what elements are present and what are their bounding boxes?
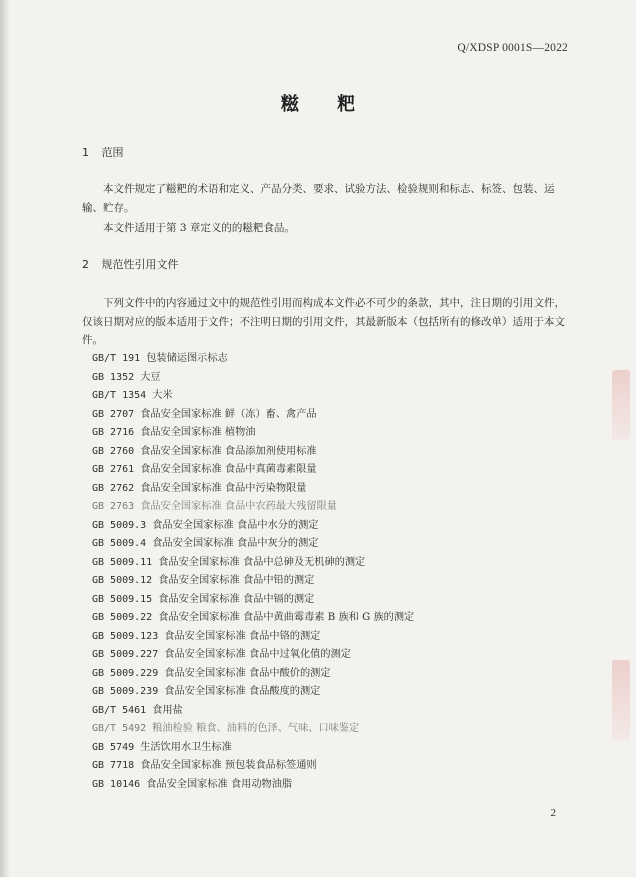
reference-item: GB/T 5461 食用盐: [92, 704, 183, 716]
reference-item: GB 5009.4 食品安全国家标准 食品中灰分的测定: [92, 538, 319, 549]
reference-item: GB 7718 食品安全国家标准 预包装食品标签通则: [92, 760, 317, 771]
reference-list: [92, 350, 414, 794]
reference-item: GB 2763 食品安全国家标准 食品中农药最大残留限量: [92, 501, 337, 512]
section-1-heading: [82, 144, 124, 160]
page-number: 2: [550, 807, 556, 819]
scope-paragraph-1: 本文件规定了糍粑的术语和定义、产品分类、要求、试验方法、检验规则和标志、标签、包装、运输、贮存。: [82, 183, 555, 214]
section-number: 1: [82, 146, 89, 159]
reference-item: GB 5009.229 食品安全国家标准 食品中酸价的测定: [92, 667, 331, 679]
section-title: 范围: [101, 146, 124, 159]
reference-item: GB 2762 食品安全国家标准 食品中污染物限量: [92, 482, 307, 494]
reference-item: GB 10146 食品安全国家标准 食用动物油脂: [92, 778, 293, 790]
reference-item: GB/T 191 包装储运图示标志: [92, 353, 228, 364]
references-intro: 下列文件中的内容通过文中的规范性引用而构成本文件必不可少的条款，其中，注日期的引用文件，仅该日期对应的版本适用于文件；不注明日期的引用文件，其最新版本（包括所有的修改单）适用于本文件。: [82, 297, 565, 346]
reference-item: GB 5009.22 食品安全国家标准 食品中黄曲霉毒素 B 族和 G 族的测定: [92, 612, 415, 623]
reference-item: GB 2716 食品安全国家标准 植物油: [92, 427, 256, 438]
reference-item: GB 5009.227 食品安全国家标准 食品中过氧化值的测定: [92, 649, 351, 660]
reference-item: GB 5009.3 食品安全国家标准 食品中水分的测定: [92, 519, 319, 531]
reference-item: GB 5009.15 食品安全国家标准 食品中镉的测定: [92, 593, 315, 605]
scope-paragraph-2: 本文件适用于第 3 章定义的的糍粑食品。: [103, 222, 295, 234]
reference-item: GB 5749 生活饮用水卫生标准: [92, 741, 232, 753]
reference-item: GB 5009.123 食品安全国家标准 食品中铬的测定: [92, 630, 321, 642]
reference-item: GB 5009.11 食品安全国家标准 食品中总砷及无机砷的测定: [92, 556, 366, 568]
section-2-heading: [82, 256, 179, 272]
reference-item: GB/T 5492 粮油检验 粮食、油料的色泽、气味、口味鉴定: [92, 723, 360, 734]
reference-item: GB 5009.239 食品安全国家标准 食品酸度的测定: [92, 686, 321, 697]
seal-stamp-fragment: [612, 370, 630, 440]
reference-item: GB 2761 食品安全国家标准 食品中真菌毒素限量: [92, 464, 317, 475]
reference-item: GB 5009.12 食品安全国家标准 食品中铅的测定: [92, 575, 315, 586]
section-number: 2: [82, 258, 89, 271]
reference-item: GB 2707 食品安全国家标准 鲜（冻）畜、禽产品: [92, 408, 317, 420]
scan-edge-shadow: [0, 0, 10, 877]
page-title: 糍 粑: [280, 94, 372, 115]
document-code: Q/XDSP 0001S—2022: [457, 42, 568, 54]
reference-item: GB/T 1354 大米: [92, 390, 173, 401]
reference-item: GB 2760 食品安全国家标准 食品添加剂使用标准: [92, 445, 317, 457]
reference-item: GB 1352 大豆: [92, 371, 161, 383]
seal-stamp-fragment: [612, 660, 630, 740]
section-title: 规范性引用文件: [101, 258, 179, 271]
